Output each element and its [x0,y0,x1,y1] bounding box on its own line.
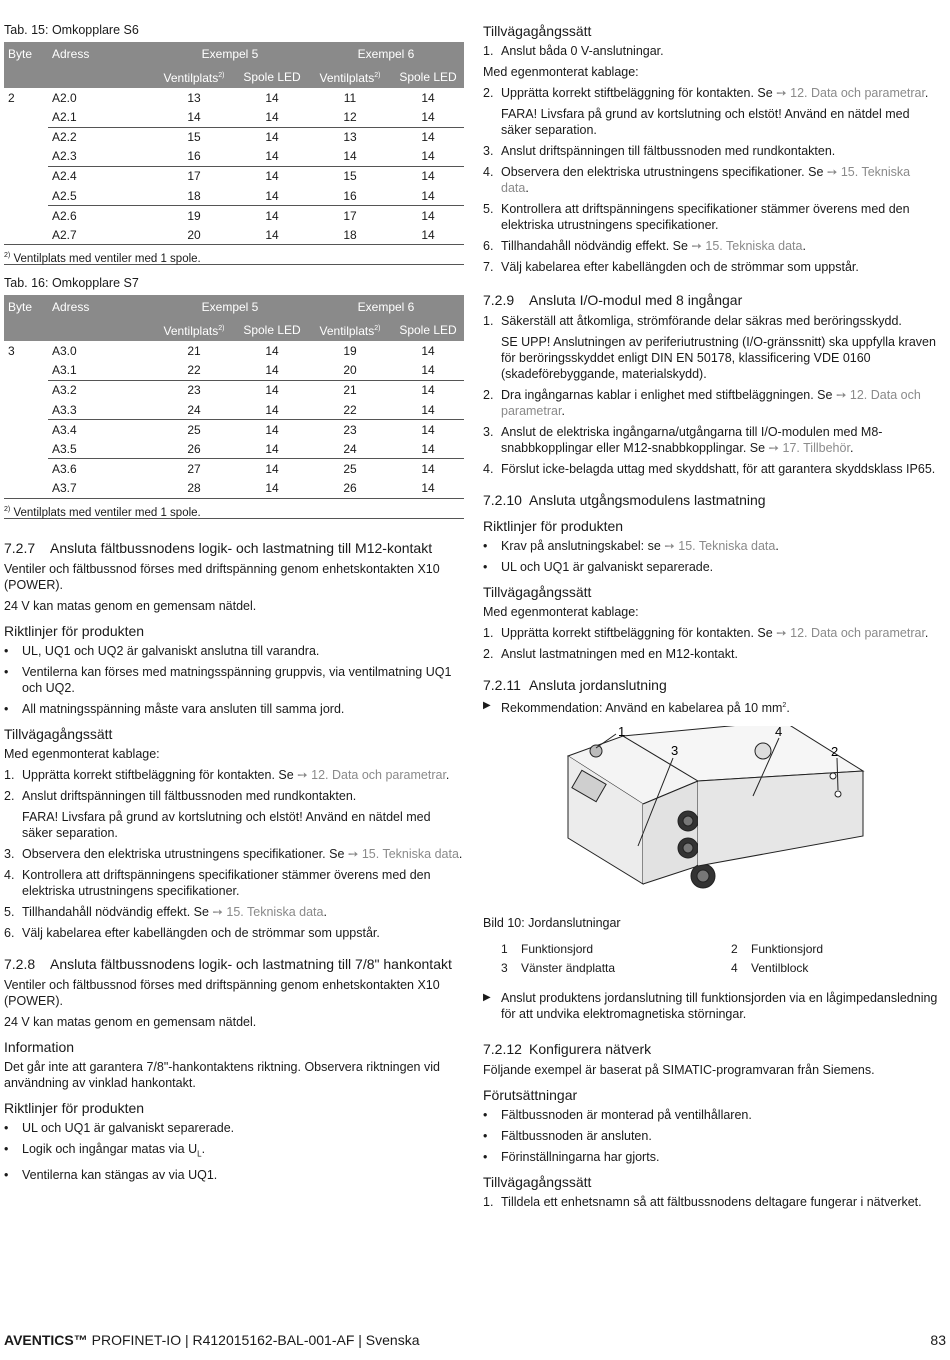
bullet-list [483,1107,941,1165]
list-item: • Ventilerna kan förses med matningsspänning gruppvis, via ventilmatning UQ1 och UQ2. [4,664,452,695]
page-number: 83 [930,1332,946,1348]
list-item: • Ventilerna kan stängas av via UQ1. [4,1168,218,1182]
cross-reference-link[interactable]: ➙ 12. Data och parametrar [776,626,925,640]
list-item: 4. Observera den elektriska utrustningens specifikationer. Se ➙ 15. Tekniska data. [483,165,911,195]
paragraph: Med egenmonterat kablage: [483,605,639,619]
list-item: 6. Välj kabelarea efter kabellängden och de strömmar som uppstår. [4,925,380,940]
figure-caption: Bild 10: Jordanslutningar [483,916,621,931]
step-list [483,85,941,275]
paragraph: Det går inte att garantera 7/8"-hankontaktens riktning. Observera riktningen vid användning av vinklad hankontakt. [4,1059,440,1090]
th-vp5: Ventilplats$^{2)}$ [152,65,236,88]
th-ex6: Exempel 6 [308,42,464,65]
table-row: A3.3 24 14 22 14 [4,400,464,420]
paragraph: Med egenmonterat kablage: [4,746,160,761]
list-item: 2. Anslut lastmatningen med en M12-kontakt. [483,647,738,661]
list-item: • UL och UQ1 är galvaniskt separerade. [483,560,714,574]
table-row: A2.4 17 14 15 14 [52,169,435,184]
th-vp6: Ventilplats$^{2)}$ [308,65,392,88]
footer-doc-info: AVENTICS™ PROFINET-IO | R412015162-BAL-001-AF | Svenska [4,1332,420,1348]
paragraph: Ventiler och fältbussnod förses med driftspänning genom enhetskontakten X10 (POWER). [4,977,440,1008]
list-item: 1. Tilldela ett enhetsnamn så att fältbussnodens deltagare fungerar i nätverket. [483,1195,922,1210]
list-item: 1. Upprätta korrekt stiftbeläggning för kontakten. Se ➙ 12. Data och parametrar. [4,767,450,782]
step-list [4,767,464,941]
list-item: 5. Kontrollera att driftspänningens specifikationer stämmer överens med den elektriska utrustningens specifikationer. [483,202,910,232]
table-row: A2.3 16 14 14 14 [4,147,464,167]
subheading: Tillvägagångssätt [483,23,592,39]
th-byte: Byte [4,295,48,318]
cross-reference-link[interactable]: ➙ 15. Tekniska data [664,539,776,553]
table-row: A3.4 25 14 23 14 [52,422,435,437]
th-spole5: Spole LED [236,318,308,341]
table15 [4,42,464,245]
section-heading-7-2-7: 7.2.7 Ansluta fältbussnodens logik- och lastmatning till M12-kontakt [4,539,433,556]
danger-note: FARA! Livsfara på grund av kortslutning och elstöt! Använd en nätdel med säker separation. [501,107,910,137]
left-column [4,22,464,1188]
list-item: • Krav på anslutningskabel: se ➙ 15. Tekniska data. [483,539,779,553]
list-item: 5. Tillhandahåll nödvändig effekt. Se ➙ 15. Tekniska data. [4,904,327,919]
list-item: 7. Välj kabelarea efter kabellängden och de strömmar som uppstår. [483,260,859,274]
table-row: 3 A3.0 21 14 19 14 [8,344,435,359]
table15-caption: Tab. 15: Omkopplare S6 [4,23,139,37]
list-item: • All matningsspänning måste vara ansluten till samma jord. [4,701,345,716]
list-item: • Fältbussnoden är ansluten. [483,1129,652,1144]
cross-reference-link[interactable]: ➙ 15. Tekniska data [691,239,803,253]
list-item: 6. Tillhandahåll nödvändig effekt. Se ➙ 15. Tekniska data. [483,239,806,253]
section-heading-7-2-11: 7.2.11 Ansluta jordanslutning [483,677,667,693]
th-ex6: Exempel 6 [308,295,464,318]
th-vp6: Ventilplats$^{2)}$ [308,318,392,341]
step-list [483,43,941,59]
list-item: 4. Förslut icke-belagda uttag med skyddshatt, för att garantera skyddsklass IP65. [483,462,936,476]
figure-legend: 1 Funktionsjord 2 Funktionsjord 3 Vänster ändplatta 4 Ventilblock [501,942,824,976]
list-item: 3. Anslut de elektriska ingångarna/utgångarna till I/O-modulen med M8-snabbkopplingar eller M12-snabbkopplingar. Se ➙ 17. Tillbehör. [483,425,883,455]
paragraph: Följande exempel är baserat på SIMATIC-programvaran från Siemens. [483,1063,875,1078]
table15-footnote: $^{2)}$ Ventilplats med ventiler med 1 spole. [4,245,464,265]
subheading: Tillvägagångssätt [483,584,592,600]
list-item: • Förinställningarna har gjorts. [483,1150,660,1165]
bullet-list [483,538,941,575]
recommendation: ▶ Rekommendation: Använd en kabelarea på 10 $mm^2$. [483,700,790,716]
grounding-figure [483,726,941,911]
step-list [483,313,941,477]
list-item: 2. Anslut driftspänningen till fältbussnoden med rundkontakten. [4,788,357,803]
list-item: 3. Observera den elektriska utrustningens specifikationer. Se ➙ 15. Tekniska data. [4,846,463,861]
subheading: Förutsättningar [483,1087,578,1104]
cross-reference-link[interactable]: ➙ 15. Tekniska data [212,904,324,919]
list-item: • UL och UQ1 är galvaniskt separerade. [4,1120,235,1135]
section-heading-7-2-10: 7.2.10 Ansluta utgångsmodulens lastmatning [483,492,766,508]
cross-reference-link[interactable]: ➙ 15. Tekniska data [501,165,911,195]
list-item: 3. Anslut driftspänningen till fältbussnoden med rundkontakten. [483,144,836,158]
th-spole5: Spole LED [236,65,308,88]
list-item: 1. Anslut båda 0 V-anslutningar. [483,44,664,58]
step-list [483,1194,941,1210]
list-item: • UL, UQ1 och UQ2 är galvaniskt anslutna till varandra. [4,643,320,658]
right-column [483,22,941,1215]
section-heading-7-2-12: 7.2.12 Konfigurera nätverk [483,1041,652,1058]
callout-2: 2 [831,744,839,760]
th-adress: Adress [48,42,152,65]
subheading: Information [4,1038,75,1055]
cross-reference-link[interactable]: ➙ 12. Data och parametrar [776,86,925,100]
list-item: 2. Upprätta korrekt stiftbeläggning för kontakten. Se ➙ 12. Data och parametrar. [483,86,929,100]
paragraph: 24 V kan matas genom en gemensam nätdel. [4,1014,257,1029]
table-row: A2.5 18 14 16 14 [4,186,464,206]
cross-reference-link[interactable]: ➙ 12. Data och parametrar [501,388,921,418]
paragraph: Med egenmonterat kablage: [483,65,639,79]
table15-body [4,88,464,245]
table-row: A3.1 22 14 20 14 [4,361,464,381]
list-item: 4. Kontrollera att driftspänningens specifikationer stämmer överens med den elektriska utrustningens specifikationer. [4,867,431,898]
paragraph: Ventiler och fältbussnod förses med driftspänning genom enhetskontakten X10 (POWER). [4,561,440,592]
th-ex5: Exempel 5 [152,42,308,65]
th-byte: Byte [4,42,48,65]
action-step: ▶ Anslut produktens jordanslutning till funktionsjorden via en lågimpedansledning för att undvika elektromagnetiska störningar. [483,991,938,1022]
table16-footnote: $^{2)}$ Ventilplats med ventiler med 1 spole. [4,499,464,519]
list-item: 1. Upprätta korrekt stiftbeläggning för kontakten. Se ➙ 12. Data och parametrar. [483,626,929,640]
th-spole6: Spole LED [392,65,464,88]
table16 [4,295,464,498]
subheading: Riktlinjer för produkten [483,518,624,534]
list-item: 2. Dra ingångarnas kablar i enlighet med stiftbeläggningen. Se ➙ 12. Data och parametrar. [483,388,921,418]
th-spole6: Spole LED [392,318,464,341]
subheading: Riktlinjer för produkten [4,622,145,639]
subheading: Tillvägagångssätt [483,1174,592,1191]
table-row: 2 A2.0 13 14 11 14 [8,90,435,105]
caution-note: SE UPP! Anslutningen av periferiutrustning (I/O-gränssnitt) ska uppfylla kraven för beröringsskyddet enligt DIN EN 50178, klassificering VDE 0160 (skadeförebyggande, materialskydd). [501,335,936,381]
table-row: A3.6 27 14 25 14 [52,461,435,476]
table-row: A2.7 20 14 18 14 [4,225,464,245]
cross-reference-link[interactable]: ➙ 15. Tekniska data [347,846,459,861]
subheading: Riktlinjer för produkten [4,1099,145,1116]
bullet-list [4,1120,464,1184]
callout-4: 4 [775,726,783,740]
th-vp5: Ventilplats$^{2)}$ [152,318,236,341]
danger-note: FARA! Livsfara på grund av kortslutning och elstöt! Använd en nätdel med säker separation. [22,809,431,840]
table-row: A2.2 15 14 13 14 [52,130,435,145]
paragraph: 24 V kan matas genom en gemensam nätdel. [4,598,257,613]
table-row: A3.7 28 14 26 14 [4,478,464,498]
callout-3: 3 [671,743,679,759]
cross-reference-link[interactable]: ➙ 17. Tillbehör [768,441,850,455]
table-row: A3.5 26 14 24 14 [4,439,464,459]
section-heading-7-2-9: 7.2.9 Ansluta I/O-modul med 8 ingångar [483,292,743,308]
callout-1: 1 [618,726,626,740]
list-item: • Fältbussnoden är monterad på ventilhållaren. [483,1108,752,1123]
table-row: A2.1 14 14 12 14 [4,108,464,128]
table16-caption: Tab. 16: Omkopplare S7 [4,276,139,291]
bullet-list [4,643,464,717]
valve-manifold-drawing [483,726,941,911]
list-item: 1. Säkerställ att åtkomliga, strömförande delar säkras med beröringsskydd. [483,314,902,328]
cross-reference-link[interactable]: ➙ 12. Data och parametrar [297,767,446,782]
section-heading-7-2-8: 7.2.8 Ansluta fältbussnodens logik- och lastmatning till 7/8" hankontakt [4,955,452,972]
table-row: A2.6 19 14 17 14 [52,208,435,223]
th-ex5: Exempel 5 [152,295,308,318]
list-item: • Logik och ingångar matas via $U_L$. [4,1141,206,1158]
th-adress: Adress [48,295,152,318]
page-footer [4,1332,946,1354]
step-list [483,625,941,662]
table16-body [4,341,464,498]
table-row: A3.2 23 14 21 14 [52,383,435,398]
subheading: Tillvägagångssätt [4,725,113,742]
